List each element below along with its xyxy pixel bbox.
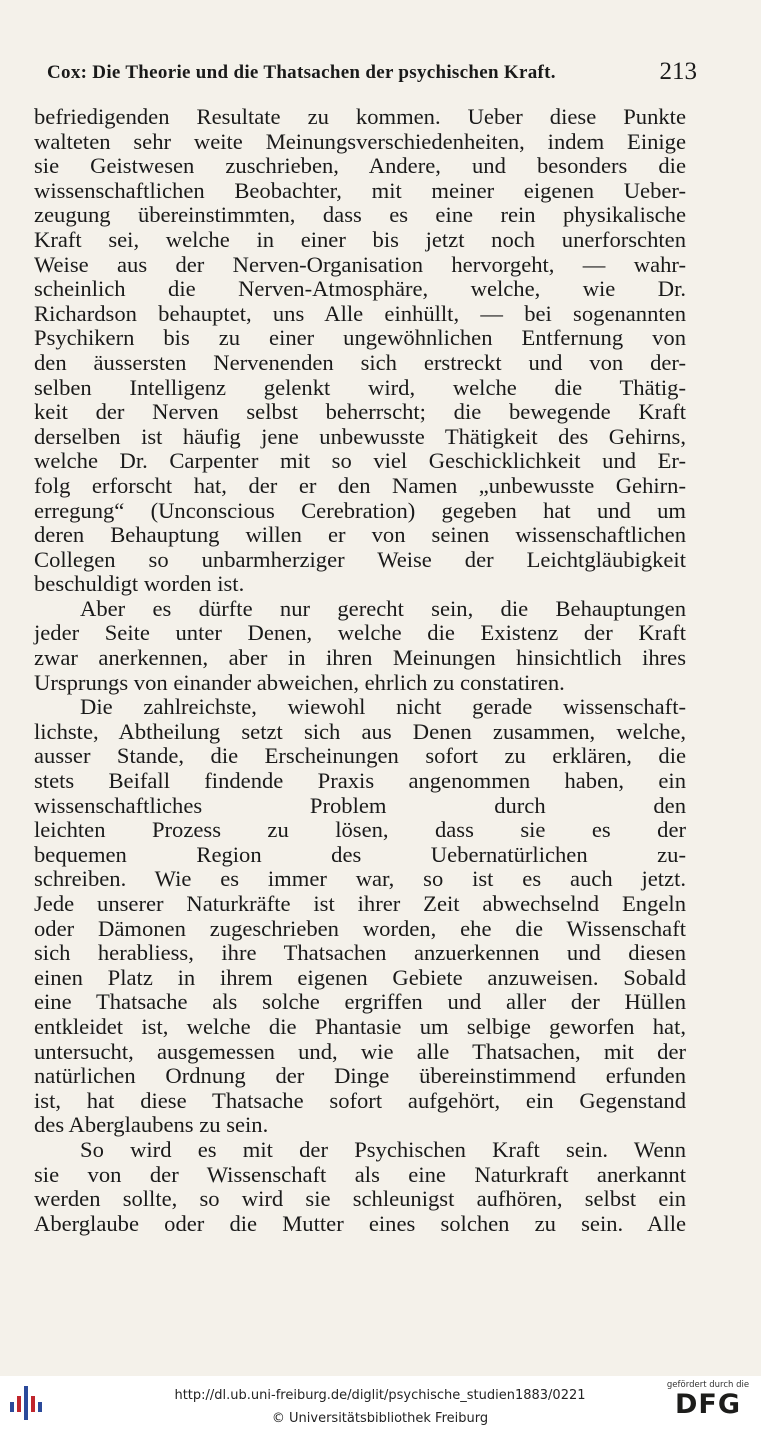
library-logo-icon — [10, 1386, 42, 1420]
text-line: ist, hat diese Thatsache sofort aufgehört, ein Gegenstand — [34, 1087, 686, 1113]
text-line: Kraft sei, welche in einer bis jetzt noch unerforschten — [34, 226, 686, 252]
page-number: 213 — [659, 58, 697, 85]
text-line: zeugung übereinstimmten, dass es eine rein physikalische — [34, 202, 686, 228]
text-line: befriedigenden Resultate zu kommen. Ueber diese Punkte — [34, 104, 686, 129]
text-line: schreiben. Wie es immer war, so ist es auch jetzt. — [34, 866, 686, 892]
text-line: zwar anerkennen, aber in ihren Meinungen hinsichtlich ihres — [34, 645, 686, 671]
running-header — [47, 54, 697, 94]
text-line: entkleidet ist, welche die Phantasie um selbige geworfen hat, — [34, 1013, 686, 1039]
text-line: leichten Prozess zu lösen, dass sie es der — [34, 817, 686, 843]
text-line: sie Geistwesen zuschrieben, Andere, und besonders die — [34, 153, 686, 179]
copyright-text: © Universitätsbibliothek Freiburg — [271, 1411, 489, 1426]
text-line: deren Behauptung willen er von seinen wissenschaftlichen — [34, 522, 686, 548]
text-line: Aberglaube oder die Mutter eines solchen zu sein. Alle — [34, 1210, 686, 1236]
text-line: Weise aus der Nerven-Organisation hervorgeht, — wahr- — [34, 251, 686, 277]
text-line: beschuldigt worden ist. — [34, 571, 245, 597]
running-title: Cox: Die Theorie und die Thatsachen der psychischen Kraft. — [47, 62, 556, 83]
text-line: untersucht, ausgemessen und, wie alle Thatsachen, mit der — [34, 1038, 686, 1064]
text-line: stets Beifall findende Praxis angenommen haben, ein — [34, 768, 686, 794]
text-line: keit der Nerven selbst beherrscht; die bewegende Kraft — [34, 399, 686, 425]
text-line: selben Intelligenz gelenkt wird, welche die Thätig- — [34, 374, 686, 400]
text-line: Aber es dürfte nur gerecht sein, die Behauptungen — [80, 595, 686, 621]
text-line: lichste, Abtheilung setzt sich aus Denen zusammen, welche, — [34, 718, 686, 744]
text-line: ausser Stande, die Erscheinungen sofort zu erklären, die — [34, 743, 686, 769]
funding-note: gefördert durch die — [666, 1380, 750, 1390]
text-line: So wird es mit der Psychischen Kraft sein. Wenn — [80, 1136, 686, 1162]
text-line: walteten sehr weite Meinungsverschiedenheiten, indem Einige — [34, 128, 686, 154]
text-line: wissenschaftliches Problem durch den — [34, 792, 686, 818]
dfg-mark: DFG — [674, 1389, 742, 1420]
text-line: Ursprungs von einander abweichen, ehrlich zu constatiren. — [34, 669, 565, 695]
viewer-footer — [0, 1376, 761, 1431]
text-line: natürlichen Ordnung der Dinge übereinstimmend erfunden — [34, 1063, 686, 1089]
text-line: Die zahlreichste, wiewohl nicht gerade wissenschaft- — [80, 694, 686, 720]
text-line: Collegen so unbarmherziger Weise der Leichtgläubigkeit — [34, 546, 686, 572]
text-line: welche Dr. Carpenter mit so viel Geschicklichkeit und Er- — [34, 448, 686, 474]
text-line: wissenschaftlichen Beobachter, mit meiner eigenen Ueber- — [34, 177, 686, 203]
text-line: Richardson behauptet, uns Alle einhüllt, — bei sogenannten — [34, 300, 686, 326]
dfg-logo — [663, 1380, 753, 1428]
text-line: einen Platz in ihrem eigenen Gebiete anzuweisen. Sobald — [34, 964, 686, 990]
permalink-link[interactable]: http://dl.ub.uni-freiburg.de/diglit/psychische_studien1883/0221 — [174, 1388, 586, 1403]
text-line: werden sollte, so wird sie schleunigst aufhören, selbst ein — [34, 1186, 686, 1212]
text-line: des Aberglaubens zu sein. — [34, 1112, 269, 1138]
text-line: Psychikern bis zu einer ungewöhnlichen Entfernung von — [34, 325, 686, 351]
text-line: folg erforscht hat, der er den Namen „unbewusste Gehirn- — [34, 472, 686, 498]
text-line: derselben ist häufig jene unbewusste Thätigkeit des Gehirns, — [34, 423, 686, 449]
text-line: sie von der Wissenschaft als eine Naturkraft anerkannt — [34, 1161, 686, 1187]
text-line: eine Thatsache als solche ergriffen und aller der Hüllen — [34, 989, 686, 1015]
body-text — [34, 105, 686, 1236]
text-line: jeder Seite unter Denen, welche die Existenz der Kraft — [34, 620, 686, 646]
text-line: sich herabliess, ihre Thatsachen anzuerkennen und diesen — [34, 940, 686, 966]
text-line: scheinlich die Nerven-Atmosphäre, welche, wie Dr. — [34, 276, 686, 302]
text-line: bequemen Region des Uebernatürlichen zu- — [34, 841, 686, 867]
text-line: oder Dämonen zugeschrieben worden, ehe die Wissenschaft — [34, 915, 686, 941]
text-line: den äussersten Nervenenden sich erstreckt und von der- — [34, 349, 686, 375]
text-line: erregung“ (Unconscious Cerebration) gegeben hat und um — [34, 497, 686, 523]
text-line: Jede unserer Naturkräfte ist ihrer Zeit abwechselnd Engeln — [34, 891, 686, 916]
